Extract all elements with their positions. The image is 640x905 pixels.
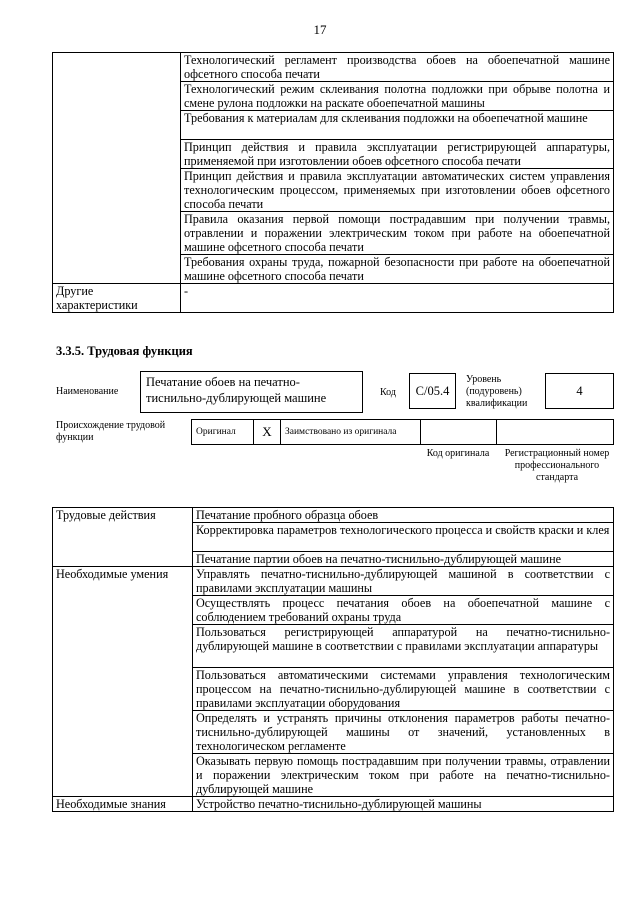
table-cell: Принцип действия и правила эксплуатации автоматических систем управления технологическим процессом, применяемых при изготовлении обоев офсетного способа печати bbox=[181, 169, 614, 212]
origin-table bbox=[191, 419, 614, 445]
table-cell: Правила оказания первой помощи пострадавшим при получении травмы, отравлении и поражении электрическим током при работе на обоепечатной машине офсетного способа печати bbox=[181, 212, 614, 255]
table-row bbox=[53, 284, 614, 313]
original-mark: Х bbox=[254, 420, 281, 445]
function-name-box: Печатание обоев на печатно-тиснильно-дублирующей машине bbox=[140, 371, 363, 413]
table-cell: Принцип действия и правила эксплуатации регистрирующей аппаратуры, применяемой при изготовлении обоев офсетного способа печати bbox=[181, 140, 614, 169]
table-row bbox=[53, 508, 614, 523]
knowledge-label: Необходимые знания bbox=[53, 797, 193, 812]
labor-actions-label: Трудовые действия bbox=[53, 508, 193, 567]
table-cell: Пользоваться регистрирующей аппаратурой на печатно-тиснильно-дублирующей машине в соответствии с правилами эксплуатации аппаратуры bbox=[193, 625, 614, 668]
table-cell: Осуществлять процесс печатания обоев на обоепечатной машине с соблюдением требований охраны труда bbox=[193, 596, 614, 625]
table-cell: Технологический регламент производства обоев на обоепечатной машине офсетного способа печати bbox=[181, 53, 614, 82]
table-row bbox=[53, 797, 614, 812]
table-row bbox=[53, 53, 614, 82]
table-cell: Управлять печатно-тиснильно-дублирующей машиной в соответствии с правилами эксплуатации машины bbox=[193, 567, 614, 596]
table-cell: Печатание пробного образца обоев bbox=[193, 508, 614, 523]
table-cell: Устройство печатно-тиснильно-дублирующей машины bbox=[193, 797, 614, 812]
reg-number-cell bbox=[497, 420, 614, 445]
page-number: 17 bbox=[313, 22, 327, 37]
other-characteristics-label: Другие характеристики bbox=[53, 284, 181, 313]
table-cell: Определять и устранять причины отклонения параметров работы печатно-тиснильно-дублирующей машины от значений, установленных в технологическом регламенте bbox=[193, 711, 614, 754]
code-label: Код bbox=[380, 387, 396, 398]
level-value-box: 4 bbox=[545, 373, 614, 409]
reg-number-caption: Регистрационный номер профессионального стандарта bbox=[504, 448, 610, 483]
origin-label: Происхождение трудовой функции bbox=[56, 420, 166, 443]
table-row bbox=[53, 567, 614, 596]
name-label: Наименование bbox=[56, 386, 119, 397]
origin-code-cell bbox=[421, 420, 497, 445]
section-heading: 3.3.5. Трудовая функция bbox=[56, 344, 193, 358]
table-cell: Печатание партии обоев на печатно-тиснильно-дублирующей машине bbox=[193, 552, 614, 567]
code-origin-caption: Код оригинала bbox=[426, 448, 490, 459]
continued-knowledge-table bbox=[52, 52, 614, 313]
original-label: Оригинал bbox=[192, 420, 254, 445]
borrowed-label: Заимствовано из оригинала bbox=[281, 420, 421, 445]
code-value-box: С/05.4 bbox=[409, 373, 456, 409]
labor-function-table bbox=[52, 507, 614, 812]
table-cell: Пользоваться автоматическими системами управления технологическим процессом на печатно-тиснильно-дублирующей машине в соответствии с правилами эксплуатации оборудования bbox=[193, 668, 614, 711]
table-cell: Корректировка параметров технологического процесса и свойств краски и клея bbox=[193, 523, 614, 552]
table-cell: Требования к материалам для склеивания подложки на обоепечатной машине bbox=[181, 111, 614, 140]
skills-label: Необходимые умения bbox=[53, 567, 193, 797]
table-cell: Требования охраны труда, пожарной безопасности при работе на обоепечатной машине офсетного способа печати bbox=[181, 255, 614, 284]
table-cell: Оказывать первую помощь пострадавшим при получении травмы, отравлении и поражении электрическим током при работе на печатно-тиснильно-дублирующей машине bbox=[193, 754, 614, 797]
level-label: Уровень (подуровень) квалификации bbox=[466, 374, 528, 409]
table-cell: Технологический режим склеивания полотна подложки при обрыве полотна и смене рулона подложки на раскате обоепечатной машины bbox=[181, 82, 614, 111]
other-characteristics-value: - bbox=[181, 284, 614, 313]
